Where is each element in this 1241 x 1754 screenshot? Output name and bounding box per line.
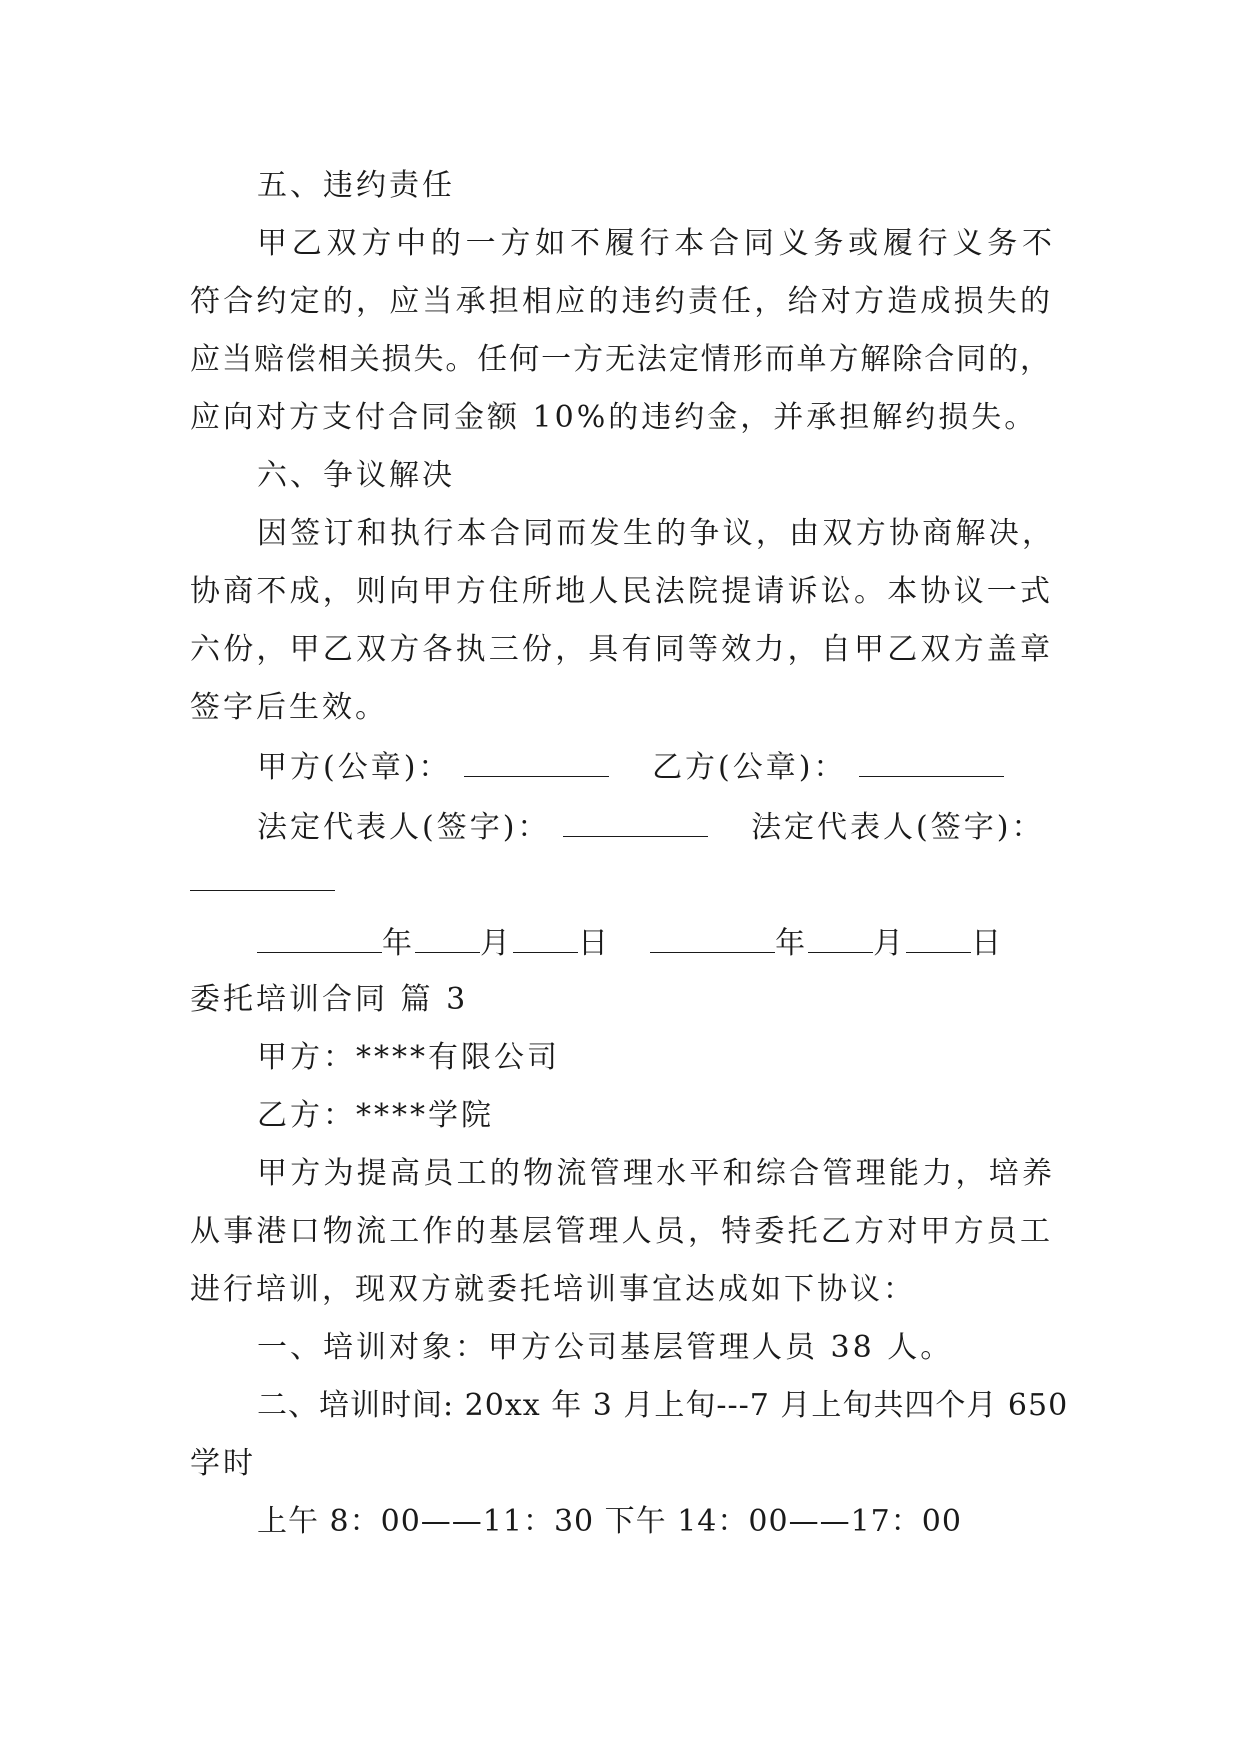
day-blank: [906, 922, 971, 953]
section5-line: 符合约定的，应当承担相应的违约责任，给对方造成损失的: [190, 284, 1050, 319]
date-row: [257, 922, 1004, 964]
seal-row: [257, 746, 1004, 788]
section5-line: 应向对方支付合同金额 10%的违约金，并承担解约损失。: [190, 400, 1038, 435]
year-label: 年: [382, 926, 415, 961]
contract3-item2-cont: 学时: [190, 1446, 256, 1481]
party-a-seal-label: 甲方(公章)：: [257, 750, 452, 785]
day-label: 日: [578, 926, 611, 961]
legal-rep-a-blank: [563, 806, 708, 837]
year-blank: [650, 922, 775, 953]
contract3-title: 委托培训合同 篇 3: [190, 982, 469, 1017]
day-label: 日: [971, 926, 1005, 961]
legal-rep-a-label: 法定代表人(签字)：: [257, 810, 551, 845]
section6-line: 协商不成，则向甲方住所地人民法院提请诉讼。本协议一式: [190, 574, 1050, 609]
month-label: 月: [873, 926, 907, 961]
party-b-seal-blank: [859, 746, 1004, 777]
year-blank: [257, 922, 382, 953]
party-b-seal-label: 乙方(公章)：: [652, 750, 847, 785]
section5-heading: 五、违约责任: [257, 168, 455, 203]
legal-rep-row: [257, 806, 1044, 848]
day-blank: [513, 922, 578, 953]
section6-line: 六份，甲乙双方各执三份，具有同等效力，自甲乙双方盖章: [190, 632, 1050, 667]
contract3-schedule: 上午 8：00——11：30 下午 14：00——17：00: [257, 1504, 962, 1539]
year-label: 年: [775, 926, 809, 961]
contract3-party-b: 乙方：****学院: [257, 1098, 494, 1133]
contract3-intro-line: 甲方为提高员工的物流管理水平和综合管理能力，培养: [257, 1156, 1052, 1191]
contract3-item2: 二、培训时间: 20xx 年 3 月上旬---7 月上旬共四个月 650: [257, 1388, 1069, 1423]
section6-line: 签字后生效。: [190, 690, 388, 725]
legal-rep-b-label: 法定代表人(签字)：: [751, 810, 1045, 845]
section6-heading: 六、争议解决: [257, 458, 455, 493]
month-blank: [808, 922, 873, 953]
contract3-item1: 一、培训对象：甲方公司基层管理人员 38 人。: [257, 1330, 954, 1365]
section6-line: 因签订和执行本合同而发生的争议，由双方协商解决，: [257, 516, 1052, 551]
contract3-party-a: 甲方：****有限公司: [257, 1040, 560, 1075]
legal-rep-b-blank: [190, 890, 335, 891]
section5-line: 应当赔偿相关损失。任何一方无法定情形而单方解除合同的，: [190, 342, 1050, 377]
party-a-seal-blank: [464, 746, 609, 777]
month-blank: [415, 922, 480, 953]
month-label: 月: [480, 926, 513, 961]
section5-line: 甲乙双方中的一方如不履行本合同义务或履行义务不: [257, 226, 1052, 261]
contract3-intro-line: 进行培训，现双方就委托培训事宜达成如下协议：: [190, 1272, 916, 1307]
contract3-intro-line: 从事港口物流工作的基层管理人员，特委托乙方对甲方员工: [190, 1214, 1050, 1249]
